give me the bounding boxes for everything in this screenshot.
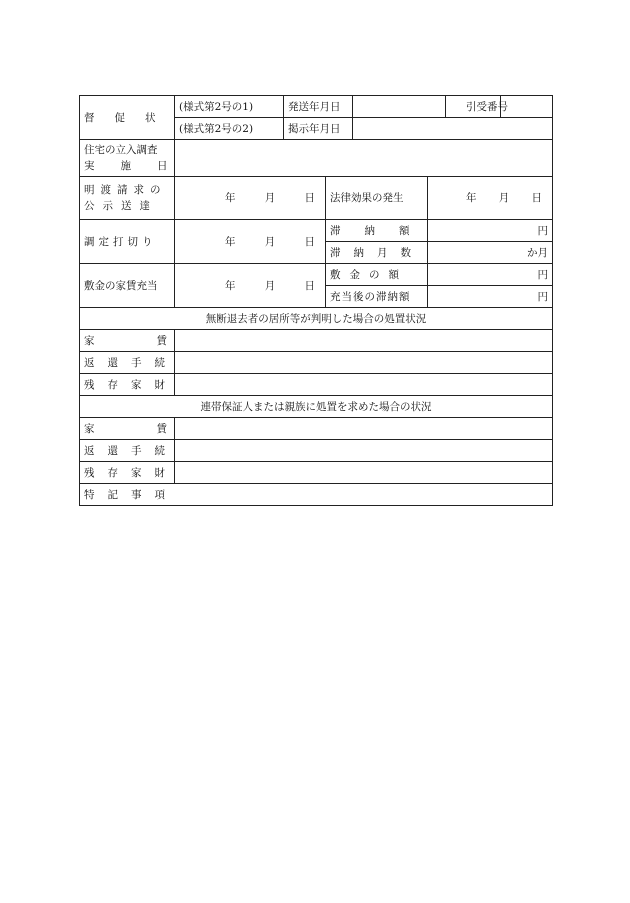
adjustment-month: 月	[264, 235, 276, 248]
adjustment-date[interactable]	[175, 220, 326, 264]
deposit-amount-unit[interactable]: 円	[428, 264, 553, 286]
receipt-no-label: 引受番号	[446, 96, 501, 118]
delinquency-record-form	[79, 95, 553, 506]
after-arrears-label: 充当後の滞納額	[326, 286, 428, 308]
tokusoku-text: 督促状	[84, 111, 176, 124]
eviction-date[interactable]	[175, 177, 326, 220]
eviction-line2: 公示送達	[84, 200, 158, 212]
arrears-amount-label: 滞納額	[326, 220, 428, 242]
deposit-year: 年	[225, 279, 236, 292]
adjustment-year: 年	[225, 235, 236, 248]
legal-effect-label: 法律効果の発生	[326, 177, 428, 220]
legal-day: 日	[531, 192, 542, 204]
eviction-day: 日	[304, 192, 315, 204]
form2-label: (様式第2号の2)	[175, 118, 284, 140]
section1-title: 無断退去者の居所等が判明した場合の処置状況	[80, 308, 553, 330]
s2-return-value[interactable]	[175, 440, 553, 462]
s1-remaining-value[interactable]	[175, 374, 553, 396]
after-arrears-unit[interactable]: 円	[428, 286, 553, 308]
arrears-amount-unit[interactable]: 円	[428, 220, 553, 242]
s1-rent-text: 家賃	[84, 334, 229, 347]
section2-title: 連帯保証人または親族に処置を求めた場合の状況	[80, 396, 553, 418]
sent-date-value[interactable]	[353, 96, 446, 118]
form1-label: (様式第2号の1)	[175, 96, 284, 118]
notes-area[interactable]	[80, 484, 553, 506]
s1-remaining-label: 残存家財	[80, 374, 175, 396]
inspection-line2: 実施日	[84, 160, 194, 172]
deposit-amount-label: 敷金の額	[326, 264, 428, 286]
sent-date-label: 発送年月日	[284, 96, 353, 118]
deposit-label: 敷金の家賃充当	[80, 264, 175, 308]
eviction-line1: 明渡請求の	[84, 184, 167, 196]
eviction-month: 月	[264, 192, 276, 204]
s2-rent-label	[80, 418, 229, 440]
eviction-label	[80, 177, 175, 220]
notes-label: 特記事項	[84, 488, 178, 501]
arrears-months-label: 滞納月数	[326, 242, 428, 264]
inspection-line1: 住宅の立入調査	[84, 144, 158, 156]
s2-return-label: 返還手続	[80, 440, 175, 462]
s2-remaining-value[interactable]	[175, 462, 553, 484]
s2-rent-text: 家賃	[84, 422, 229, 435]
posted-date-value[interactable]	[353, 118, 553, 140]
legal-month: 月	[498, 192, 510, 204]
inspection-value[interactable]	[175, 140, 553, 177]
eviction-year: 年	[225, 192, 236, 204]
adjustment-label: 調定打切り	[80, 220, 175, 264]
tokusoku-label	[80, 96, 175, 140]
deposit-date[interactable]	[175, 264, 326, 308]
s1-rent-label	[80, 330, 229, 352]
s2-rent-value[interactable]	[175, 418, 553, 440]
s2-rent-text-wrap	[84, 422, 229, 435]
deposit-month: 月	[264, 279, 276, 292]
legal-effect-date[interactable]	[428, 177, 553, 220]
receipt-no-value[interactable]	[501, 96, 553, 118]
adjustment-day: 日	[304, 235, 315, 248]
s1-rent-text-wrap	[84, 334, 229, 347]
posted-date-label: 掲示年月日	[284, 118, 353, 140]
deposit-day: 日	[304, 279, 315, 292]
s1-rent-value[interactable]	[175, 330, 553, 352]
legal-year: 年	[466, 192, 477, 204]
arrears-months-unit[interactable]: か月	[428, 242, 553, 264]
inspection-label	[80, 140, 194, 177]
s2-remaining-label: 残存家財	[80, 462, 175, 484]
s1-return-label: 返還手続	[80, 352, 175, 374]
s1-return-value[interactable]	[175, 352, 553, 374]
